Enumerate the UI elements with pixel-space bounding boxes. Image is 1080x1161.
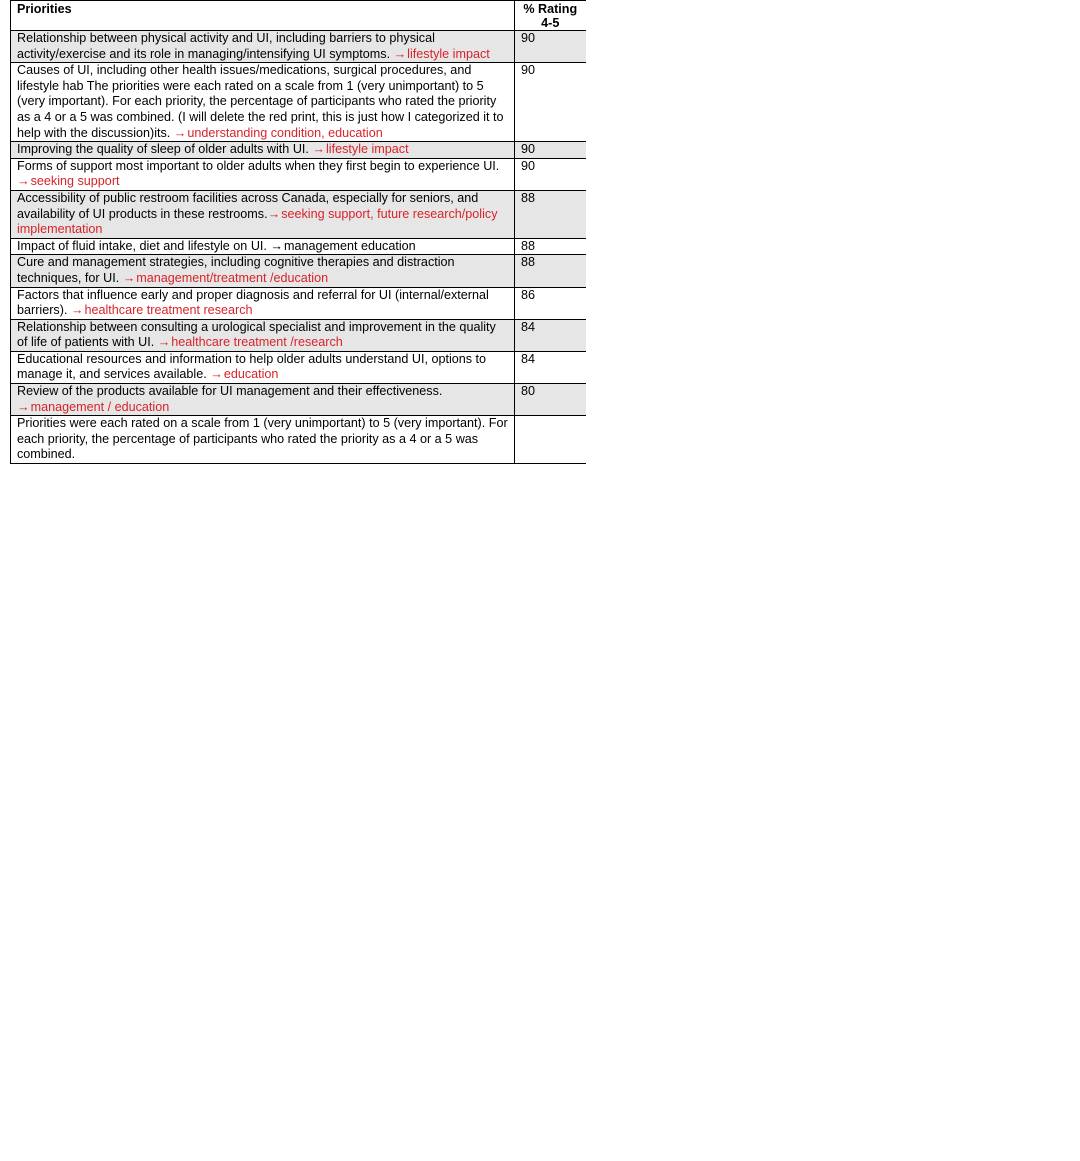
priority-cell [11,190,515,238]
arrow-right-icon: → [312,142,325,157]
category-tag-label: lifestyle impact [326,142,409,157]
footnote-empty-cell [515,416,586,464]
arrow-right-icon: → [17,174,30,189]
priority-cell [11,319,515,351]
rating-value: 84 [515,319,586,351]
priority-cell [11,142,515,159]
priority-text: Relationship between consulting a urological specialist and improvement in the quality of life of patients with UI. [17,319,496,350]
priority-text: Relationship between physical activity and UI, including barriers to physical activity/exercise and its role in managing/intensifying UI symptoms. [17,31,435,61]
arrow-right-icon: → [70,303,84,318]
category-tag [210,367,278,381]
table-row [11,31,586,63]
priority-cell [11,31,515,63]
rating-value: 90 [515,31,586,63]
category-tag-label: management/treatment /education [136,270,329,285]
category-tag [158,335,343,349]
priority-text: Forms of support most important to older adults when they first begin to experience UI. [17,158,500,173]
category-tag-label: lifestyle impact [407,46,490,61]
table-row [11,238,586,255]
priority-text: Review of the products available for UI management and their effectiveness. [17,384,443,399]
priority-text: Accessibility of public restroom facilities across Canada, especially for seniors, and availability of UI products in these restrooms. [17,190,479,221]
category-tag-label: seeking support [30,174,120,189]
arrow-right-icon: → [122,270,136,285]
table-row [11,287,586,319]
category-tag [17,400,169,414]
table-header-row [11,1,586,31]
table-body [11,31,586,416]
priorities-table [10,0,586,464]
rating-value: 90 [515,142,586,159]
arrow-right-icon: → [157,335,171,350]
category-tag-label: seeking support, future research/policy implementation [17,206,498,237]
rating-value: 88 [515,190,586,238]
table-row [11,319,586,351]
priority-cell [11,255,515,287]
category-tag-label: education [223,367,279,382]
priority-cell [11,63,515,142]
priority-cell [11,384,515,416]
priority-text: Causes of UI, including other health issues/medications, surgical procedures, and lifestyle hab The priorities were each rated on a scale from 1 (very unimportant) to 5 (very important). For each priority, the percentage of participants who rated the priority as a 4 or a 5 was combined. (I will delete the red print, this is just how I categorized it to help with the discussion)its. [17,63,504,140]
category-tag-label: understanding condition, education [187,125,383,140]
rating-value: 88 [515,255,586,287]
table-row [11,142,586,159]
rating-value: 86 [515,287,586,319]
priority-cell [11,158,515,190]
rating-value: 80 [515,384,586,416]
table-row [11,384,586,416]
category-tag-label: healthcare treatment /research [171,335,343,350]
priorities-column-header: Priorities [11,1,515,31]
arrow-right-icon: → [270,238,283,253]
table-row [11,255,586,287]
category-tag-label: management education [284,238,416,253]
priority-cell [11,238,515,255]
rating-value: 88 [515,238,586,255]
priority-text: Improving the quality of sleep of older adults with UI. [17,142,313,157]
category-tag [71,303,253,317]
rating-value: 90 [515,158,586,190]
category-tag-label: management / education [30,399,170,414]
priority-cell [11,351,515,383]
arrow-right-icon: → [393,46,407,61]
priority-text: Factors that influence early and proper diagnosis and referral for UI (internal/external barriers). [17,287,489,318]
rating-column-header: % Rating 4-5 [515,1,586,31]
category-tag-label: healthcare treatment research [84,303,253,318]
category-tag [174,126,383,140]
footnote-text: Priorities were each rated on a scale from 1 (very unimportant) to 5 (very important). For each priority, the percentage of participants who rated the priority as a 4 or a 5 was combined. [11,416,515,464]
priority-text: Impact of fluid intake, diet and lifestyle on UI. [17,238,271,253]
table-row [11,158,586,190]
arrow-right-icon: → [210,367,223,382]
priority-cell [11,287,515,319]
table-row [11,351,586,383]
table-row [11,63,586,142]
arrow-right-icon: → [17,399,30,414]
rating-value: 84 [515,351,586,383]
category-tag [17,174,120,188]
rating-value: 90 [515,63,586,142]
priority-text: Cure and management strategies, including cognitive therapies and distraction techniques, for UI. [17,255,455,285]
arrow-right-icon: → [173,125,187,140]
table-row [11,190,586,238]
category-tag [394,47,490,61]
category-tag [123,271,328,285]
category-tag [312,142,408,156]
arrow-right-icon: → [267,206,281,221]
footnote-row [11,416,586,464]
category-tag [270,239,415,253]
priority-text: Educational resources and information to help older adults understand UI, options to manage it, and services available. [17,351,487,382]
